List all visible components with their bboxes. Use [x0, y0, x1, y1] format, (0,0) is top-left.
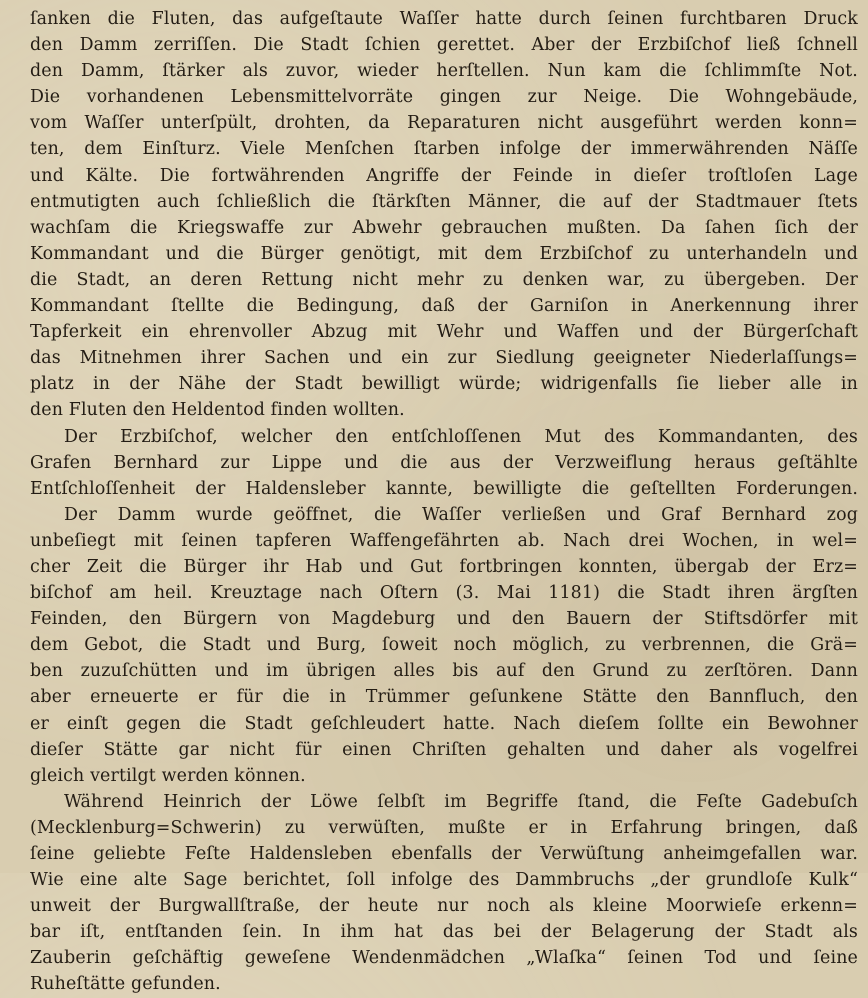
text-line: Kommandant ſtellte die Bedingung, daß der Garniſon in Anerkennung ihrer: [30, 296, 858, 317]
text-line: Grafen Bernhard zur Lippe und die aus der Verzweiflung heraus geſtählte: [30, 452, 858, 473]
text-line: vom Waſſer unterſpült, drohten, da Reparaturen nicht ausgeführt werden konn=: [30, 113, 858, 134]
text-line: Die vorhandenen Lebensmittelvorräte gingen zur Neige. Die Wohngebäude,: [30, 87, 858, 108]
text-line: die Stadt, an deren Rettung nicht mehr zu denken war, zu übergeben. Der: [30, 269, 858, 290]
paragraph-1: [30, 6, 858, 424]
text-line: platz in der Nähe der Stadt bewilligt würde; widrigenfalls ſie lieber alle in: [30, 374, 858, 395]
text-line: ſanken die Fluten, das aufgeſtaute Waſſer hatte durch ſeinen furchtbaren Druck: [30, 9, 858, 29]
text-line: (Mecklenburg=Schwerin) zu verwüſten, mußte er in Erfahrung bringen, daß: [30, 817, 858, 838]
paragraph-3: [30, 502, 858, 789]
text-line: Der Erzbiſchof, welcher den entſchloſſenen Mut des Kommandanten, des: [64, 426, 858, 447]
text-line: unweit der Burgwallſtraße, der heute nur noch als kleine Moorwieſe erkenn=: [30, 896, 858, 917]
text-line: Kommandant und die Bürger genötigt, mit dem Erzbiſchof zu unterhandeln und: [30, 243, 858, 264]
text-line: ben zuzuſchütten und im übrigen alles bis auf den Grund zu zerſtören. Dann: [30, 661, 858, 682]
text-line: wachſam die Kriegswaffe zur Abwehr gebrauchen mußten. Da ſahen ſich der: [30, 217, 858, 238]
text-line: aber erneuerte er für die in Trümmer geſunkene Stätte den Bannfluch, den: [30, 687, 858, 708]
text-line: dem Gebot, die Stadt und Burg, ſoweit noch möglich, zu verbrennen, die Grä=: [30, 635, 858, 656]
text-line: Zauberin geſchäftig geweſene Wendenmädchen „Wlaſka“ ſeinen Tod und ſeine: [30, 948, 858, 969]
text-line: dieſer Stätte gar nicht für einen Chriſten gehalten und daher als vogelfrei: [30, 739, 858, 760]
text-line: den Damm, ſtärker als zuvor, wieder herſtellen. Nun kam die ſchlimmſte Not.: [30, 61, 858, 82]
text-line: Während Heinrich der Löwe ſelbſt im Begriffe ſtand, die Feſte Gadebuſch: [64, 791, 858, 812]
text-line: Ruheſtätte gefunden.: [30, 974, 221, 995]
text-line: Entſchloſſenheit der Haldensleber kannte, bewilligte die geſtellten Forderungen.: [30, 478, 858, 499]
text-line: entmutigten auch ſchließlich die ſtärkſten Männer, die auf der Stadtmauer ſtets: [30, 191, 858, 212]
text-line: bar iſt, entſtanden ſein. In ihm hat das bei der Belagerung der Stadt als: [30, 922, 858, 943]
text-line: ſeine geliebte Feſte Haldensleben ebenfalls der Verwüſtung anheimgefallen war.: [30, 844, 858, 864]
text-line: den Damm zerriſſen. Die Stadt ſchien gerettet. Aber der Erzbiſchof ließ ſchnell: [30, 35, 858, 56]
text-line: gleich vertilgt werden können.: [30, 765, 306, 786]
text-line: biſchof am heil. Kreuztage nach Oſtern (3. Mai 1181) die Stadt ihren ärgſten: [30, 583, 858, 604]
text-line: und Kälte. Die fortwährenden Angriffe der Feinde in dieſer troſtloſen Lage: [30, 165, 858, 186]
text-line: ten, dem Einſturz. Viele Menſchen ſtarben infolge der immerwährenden Näſſe: [30, 139, 858, 160]
paragraph-2: [30, 424, 858, 502]
text-line: cher Zeit die Bürger ihr Hab und Gut fortbringen konnten, übergab der Erz=: [30, 556, 858, 577]
text-line: den Fluten den Heldentod finden wollten.: [30, 400, 405, 421]
text-line: das Mitnehmen ihrer Sachen und ein zur Siedlung geeigneter Niederlaſſungs=: [30, 348, 858, 369]
text-line: unbeſiegt mit ſeinen tapferen Waffengefährten ab. Nach drei Wochen, in wel=: [30, 530, 858, 551]
text-line: er einſt gegen die Stadt geſchleudert hatte. Nach dieſem ſollte ein Bewohner: [30, 713, 858, 734]
text-line: Tapferkeit ein ehrenvoller Abzug mit Wehr und Waffen und der Bürgerſchaft: [30, 322, 858, 343]
text-line: Der Damm wurde geöffnet, die Waſſer verließen und Graf Bernhard zog: [64, 504, 858, 525]
text-line: Wie eine alte Sage berichtet, ſoll infolge des Dammbruchs „der grundloſe Kulk“: [30, 870, 858, 891]
text-line: Feinden, den Bürgern von Magdeburg und den Bauern der Stiftsdörfer mit: [30, 609, 858, 630]
paragraph-4: [30, 789, 858, 998]
